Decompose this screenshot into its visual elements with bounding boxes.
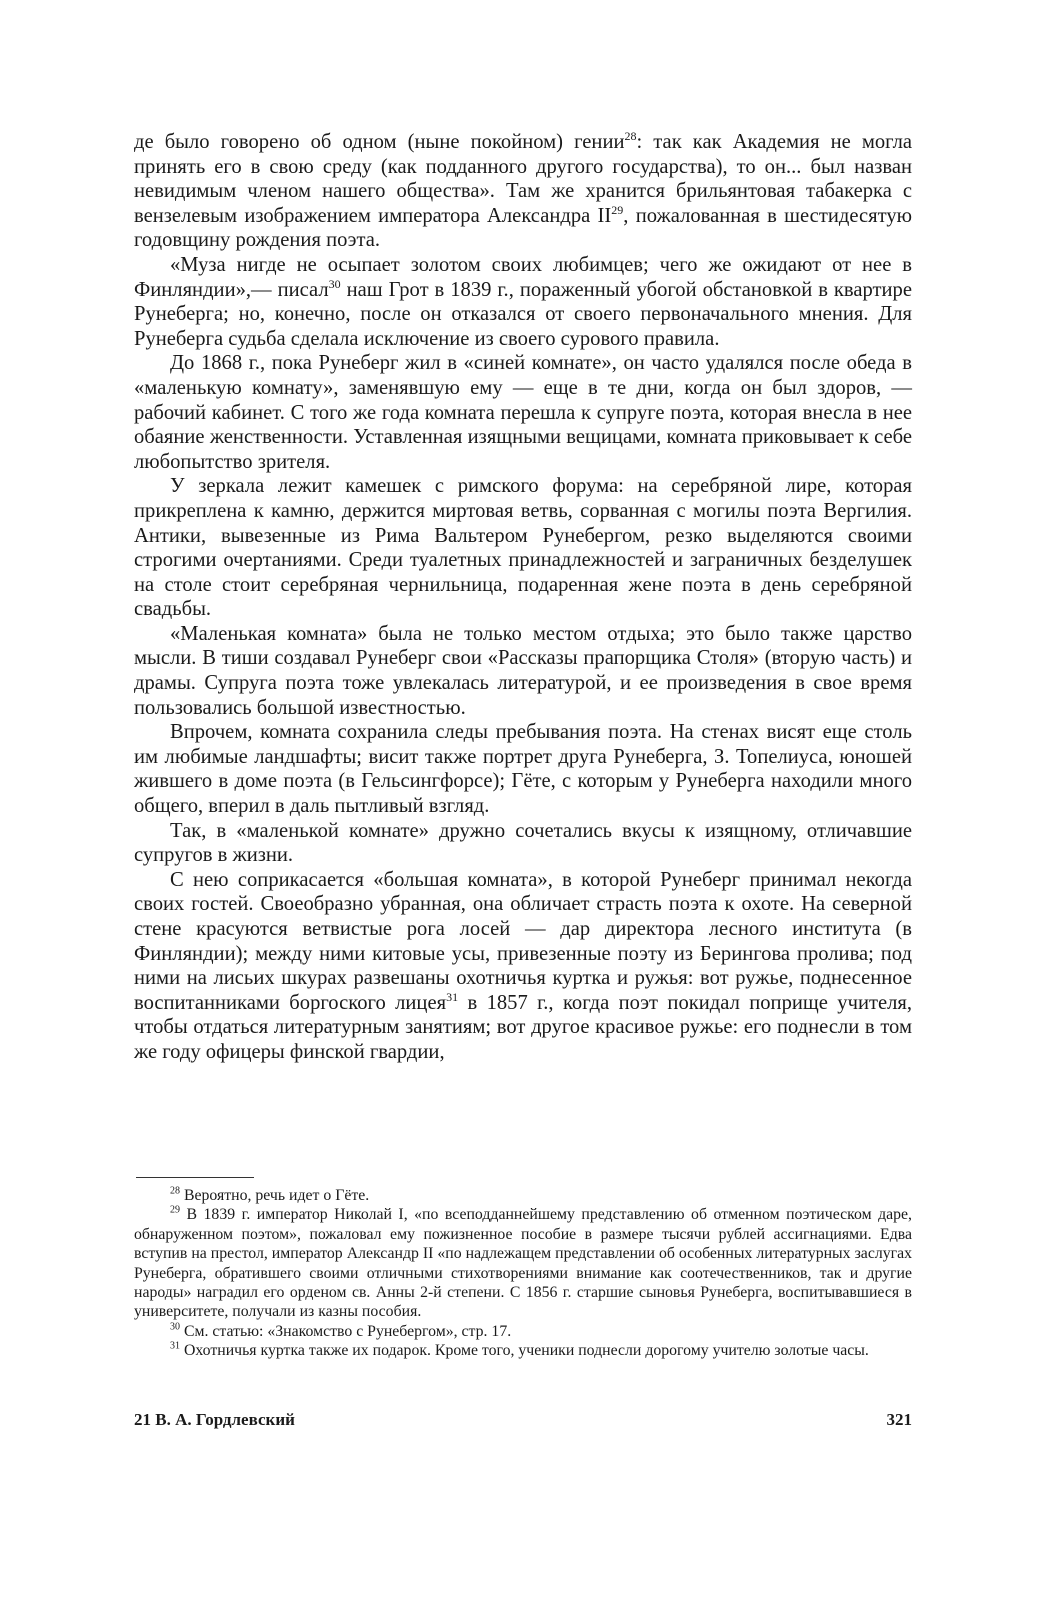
footnote bbox=[134, 1341, 912, 1360]
paragraph bbox=[134, 474, 912, 622]
signature-mark: 21 В. А. Гордлевский bbox=[134, 1410, 295, 1429]
footnote-text: Охотничья куртка также их подарок. Кроме того, ученики поднесли дорогому учителю золотые часы. bbox=[180, 1342, 869, 1360]
text-run: До 1868 г., пока Рунеберг жил в «синей комнате», он часто удалялся после обеда в «маленькую комнату», заменявшую ему — еще в те дни, когда он был здоров, — рабочий кабинет. С того же года комната перешла к супруге поэта, которая внесла в нее обаяние женственности. Уставленная изящными вещицами, комната приковывает к себе любопытство зрителя. bbox=[134, 352, 912, 473]
paragraph bbox=[134, 720, 912, 818]
main-text bbox=[134, 130, 912, 1065]
footnote-ref: 30 bbox=[328, 276, 341, 291]
text-run: С нею соприкасается «большая комната», в которой Рунеберг принимал некогда своих гостей. Своеобразно убранная, она обличает страсть поэта к охоте. На северной стене красуются ветвистые рога лосей — дар директора лесного института (в Финляндии); между ними китовые усы, привезенные поэту из Берингова пролива; под ними на лисьих шкурах развешаны охотничья куртка и ружья: вот ружье, поднесенное воспитанниками боргоского лицея bbox=[134, 868, 912, 1014]
text-run: : так как Академия не могла принять его в свою среду (как подданного другого государства), то он... был назван невидимым членом нашего общества». Там же хранится брильянтовая табакерка с вензелевым изображением императора Александра II bbox=[134, 131, 912, 227]
text-run: , пожалованная в шестидесятую годовщину рождения поэта. bbox=[134, 204, 912, 252]
footnote bbox=[134, 1322, 912, 1341]
footnotes bbox=[134, 1186, 912, 1361]
page-number: 321 bbox=[886, 1410, 912, 1429]
paragraph bbox=[134, 868, 912, 1065]
footnote-number: 31 bbox=[170, 1340, 180, 1352]
footnote bbox=[134, 1205, 912, 1321]
text-run: наш Грот в 1839 г., пораженный убогой обстановкой в квартире Рунеберга; но, конечно, после он отказался от своего первоначального мнения. Для Рунеберга судьба сделала исключение из своего сурового правила. bbox=[134, 278, 912, 350]
footnote-separator bbox=[136, 1177, 254, 1178]
paragraph bbox=[134, 351, 912, 474]
footnote-ref: 31 bbox=[446, 989, 459, 1004]
footnote bbox=[134, 1186, 912, 1205]
footnote-number: 30 bbox=[170, 1321, 180, 1333]
footnote-number: 29 bbox=[170, 1205, 180, 1217]
paragraph bbox=[134, 622, 912, 720]
footnote-ref: 29 bbox=[611, 202, 624, 217]
text-run: Так, в «маленькой комнате» дружно сочетались вкусы к изящному, отличавшие супругов в жизни. bbox=[134, 819, 912, 867]
footnote-ref: 28 bbox=[624, 129, 637, 144]
footnote-text: Вероятно, речь идет о Гёте. bbox=[180, 1187, 370, 1204]
paragraph bbox=[134, 819, 912, 868]
text-run: У зеркала лежит камешек с римского форума: на серебряной лире, которая прикреплена к камню, держится миртовая ветвь, сорванная с могилы поэта Вергилия. Антики, вывезенные из Рима Вальтером Рунебергом, резко выделяются своими строгими очертаниями. Среди туалетных принадлежностей и заграничных безделушек на столе стоит серебряная чернильница, подаренная жене поэта в день серебряной свадьбы. bbox=[134, 475, 912, 621]
text-run: Впрочем, комната сохранила следы пребывания поэта. На стенах висят еще столь им любимые ландшафты; висит также портрет друга Рунеберга, З. Топелиуса, юношей жившего в доме поэта (в Гельсингфорсе); Гёте, с которым у Рунеберга находили много общего, вперил в даль пытливый взгляд. bbox=[134, 721, 912, 818]
footnote-text: В 1839 г. император Николай I, «по всеподданнейшему представлению об отменном поэтическом даре, обнаруженном поэтом», пожаловал ему пожизненное пособие в размере тысячи рублей ассигнациями. Едва вступив на престол, император Александр II «по надлежащем представлении об особенных литературных заслугах Рунеберга, обратившего своими отличными стихотворениями внимание как соотечественников, так и другие народы» наградил его орденом св. Анны 2-й степени. С 1856 г. старшие сыновья Рунеберга, воспитывавшиеся в университете, получали из казны пособия. bbox=[134, 1206, 912, 1321]
text-run: «Муза нигде не осыпает золотом своих любимцев; чего же ожидают от нее в Финляндии»,— писал bbox=[134, 253, 912, 301]
text-run: де было говорено об одном (ныне покойном) гении bbox=[134, 131, 625, 153]
paragraph bbox=[134, 253, 912, 351]
footnote-number: 28 bbox=[170, 1185, 180, 1197]
footnote-text: См. статью: «Знакомство с Рунебергом», стр. 17. bbox=[180, 1322, 512, 1340]
text-run: в 1857 г., когда поэт покидал поприще учителя, чтобы отдаться литературным занятиям; вот другое красивое ружье: его поднесли в том же году офицеры финской гвардии, bbox=[134, 991, 912, 1063]
text-run: «Маленькая комната» была не только местом отдыха; это было также царство мысли. В тиши создавал Рунеберг свои «Рассказы прапорщика Столя» (вторую часть) и драмы. Супруга поэта тоже увлекалась литературой, и ее произведения в свое время пользовались большой известностью. bbox=[134, 622, 912, 719]
paragraph bbox=[134, 130, 912, 253]
